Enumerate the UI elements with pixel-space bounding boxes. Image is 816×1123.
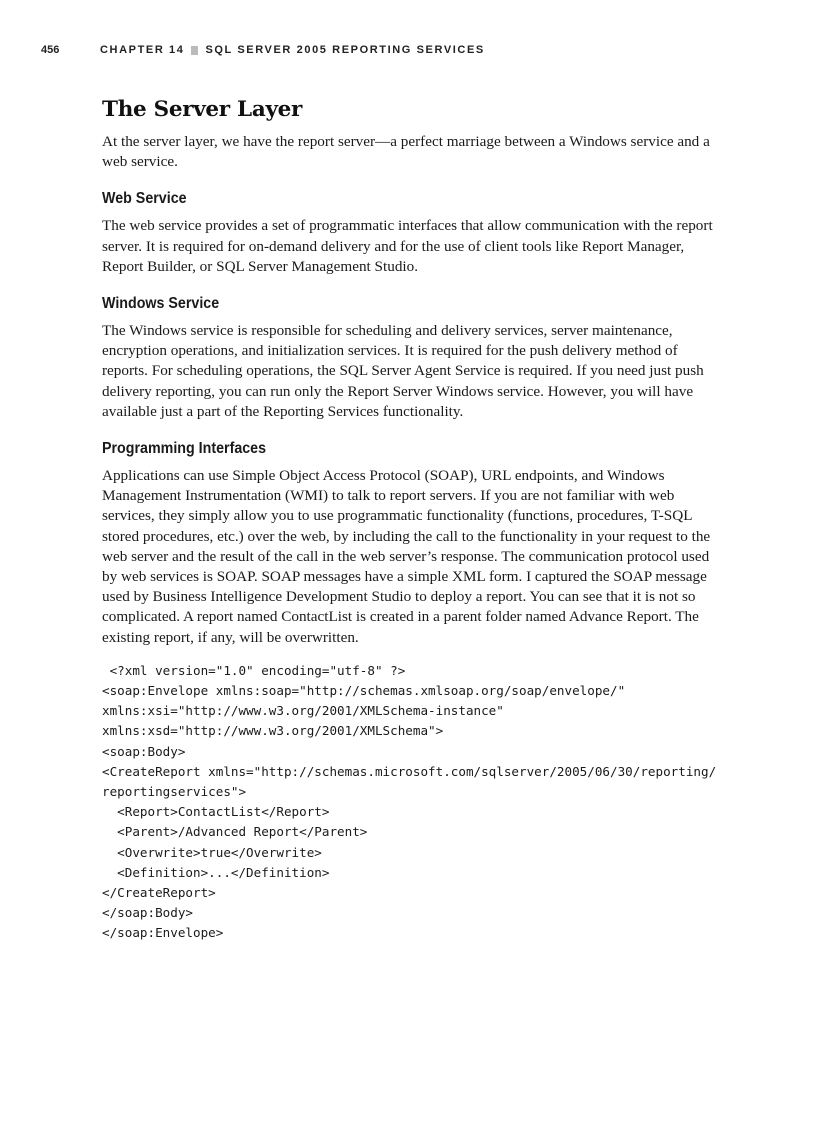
programming-interfaces-heading: Programming Interfaces	[102, 440, 267, 458]
code-line: <soap:Envelope xmlns:soap="http://schemas.xmlsoap.org/soap/envelope/"	[102, 683, 626, 699]
code-line: xmlns:xsi="http://www.w3.org/2001/XMLSchema-instance"	[102, 703, 504, 719]
code-line: xmlns:xsd="http://www.w3.org/2001/XMLSchema">	[102, 723, 444, 739]
windows-service-paragraph: The Windows service is responsible for scheduling and delivery services, server maintenance, encryption operations, and initialization services. It is required for the push delivery method of reports. For scheduling operations, the SQL Server Agent Service is required. If you need just push delivery reporting, you can run only the Report Server Windows service. However, you will have available just a part of the Reporting Services functionality.	[102, 322, 704, 420]
code-line: <Report>ContactList</Report>	[102, 804, 330, 820]
code-line: <Overwrite>true</Overwrite>	[102, 844, 322, 860]
code-line: </CreateReport>	[102, 884, 216, 900]
code-line: </soap:Envelope>	[102, 925, 224, 941]
web-service-paragraph: The web service provides a set of programmatic interfaces that allow communication with the report server. It is required for on-demand delivery and for the use of client tools like Report Manager, Report Builder, or SQL Server Management Studio.	[102, 217, 713, 275]
chapter-label: CHAPTER 14	[100, 44, 185, 56]
code-line: <Parent>/Advanced Report</Parent>	[102, 824, 368, 840]
web-service-heading: Web Service	[102, 190, 187, 208]
code-line: <CreateReport xmlns="http://schemas.microsoft.com/sqlserver/2005/06/30/reporting/	[102, 763, 717, 779]
page-number: 456	[41, 44, 60, 56]
running-head	[41, 42, 485, 58]
chapter-title: SQL SERVER 2005 REPORTING SERVICES	[205, 44, 485, 56]
programming-interfaces-paragraph: Applications can use Simple Object Access Protocol (SOAP), URL endpoints, and Windows Management Instrumentation (WMI) to talk to report servers. If you are not familiar with web services, they simply allow you to use programmatic functionality (functions, procedures, T-SQL stored procedures, etc.) over the web, by including the call to the functionality in your request to the web server and the result of the call in the web server’s response. The communication protocol used by web services is SOAP. SOAP messages have a simple XML form. I captured the SOAP message used by Business Intelligence Development Studio to deploy a report. You can see that it is not so complicated. A report named ContactList is created in a parent folder named Advance Report. The existing report, if any, will be overwritten.	[102, 467, 711, 646]
section-intro: At the server layer, we have the report server—a perfect marriage between a Windows service and a web service.	[102, 133, 710, 171]
soap-code-listing	[102, 661, 722, 944]
page-body	[102, 96, 722, 943]
windows-service-heading: Windows Service	[102, 295, 220, 313]
code-line: <?xml version="1.0" encoding="utf-8" ?>	[102, 662, 406, 678]
square-separator-icon	[191, 46, 198, 55]
code-line: <Definition>...</Definition>	[102, 864, 330, 880]
code-line: reportingservices">	[102, 783, 247, 799]
section-title: The Server Layer	[102, 97, 303, 122]
code-line: <soap:Body>	[102, 743, 186, 759]
code-line: </soap:Body>	[102, 905, 193, 921]
